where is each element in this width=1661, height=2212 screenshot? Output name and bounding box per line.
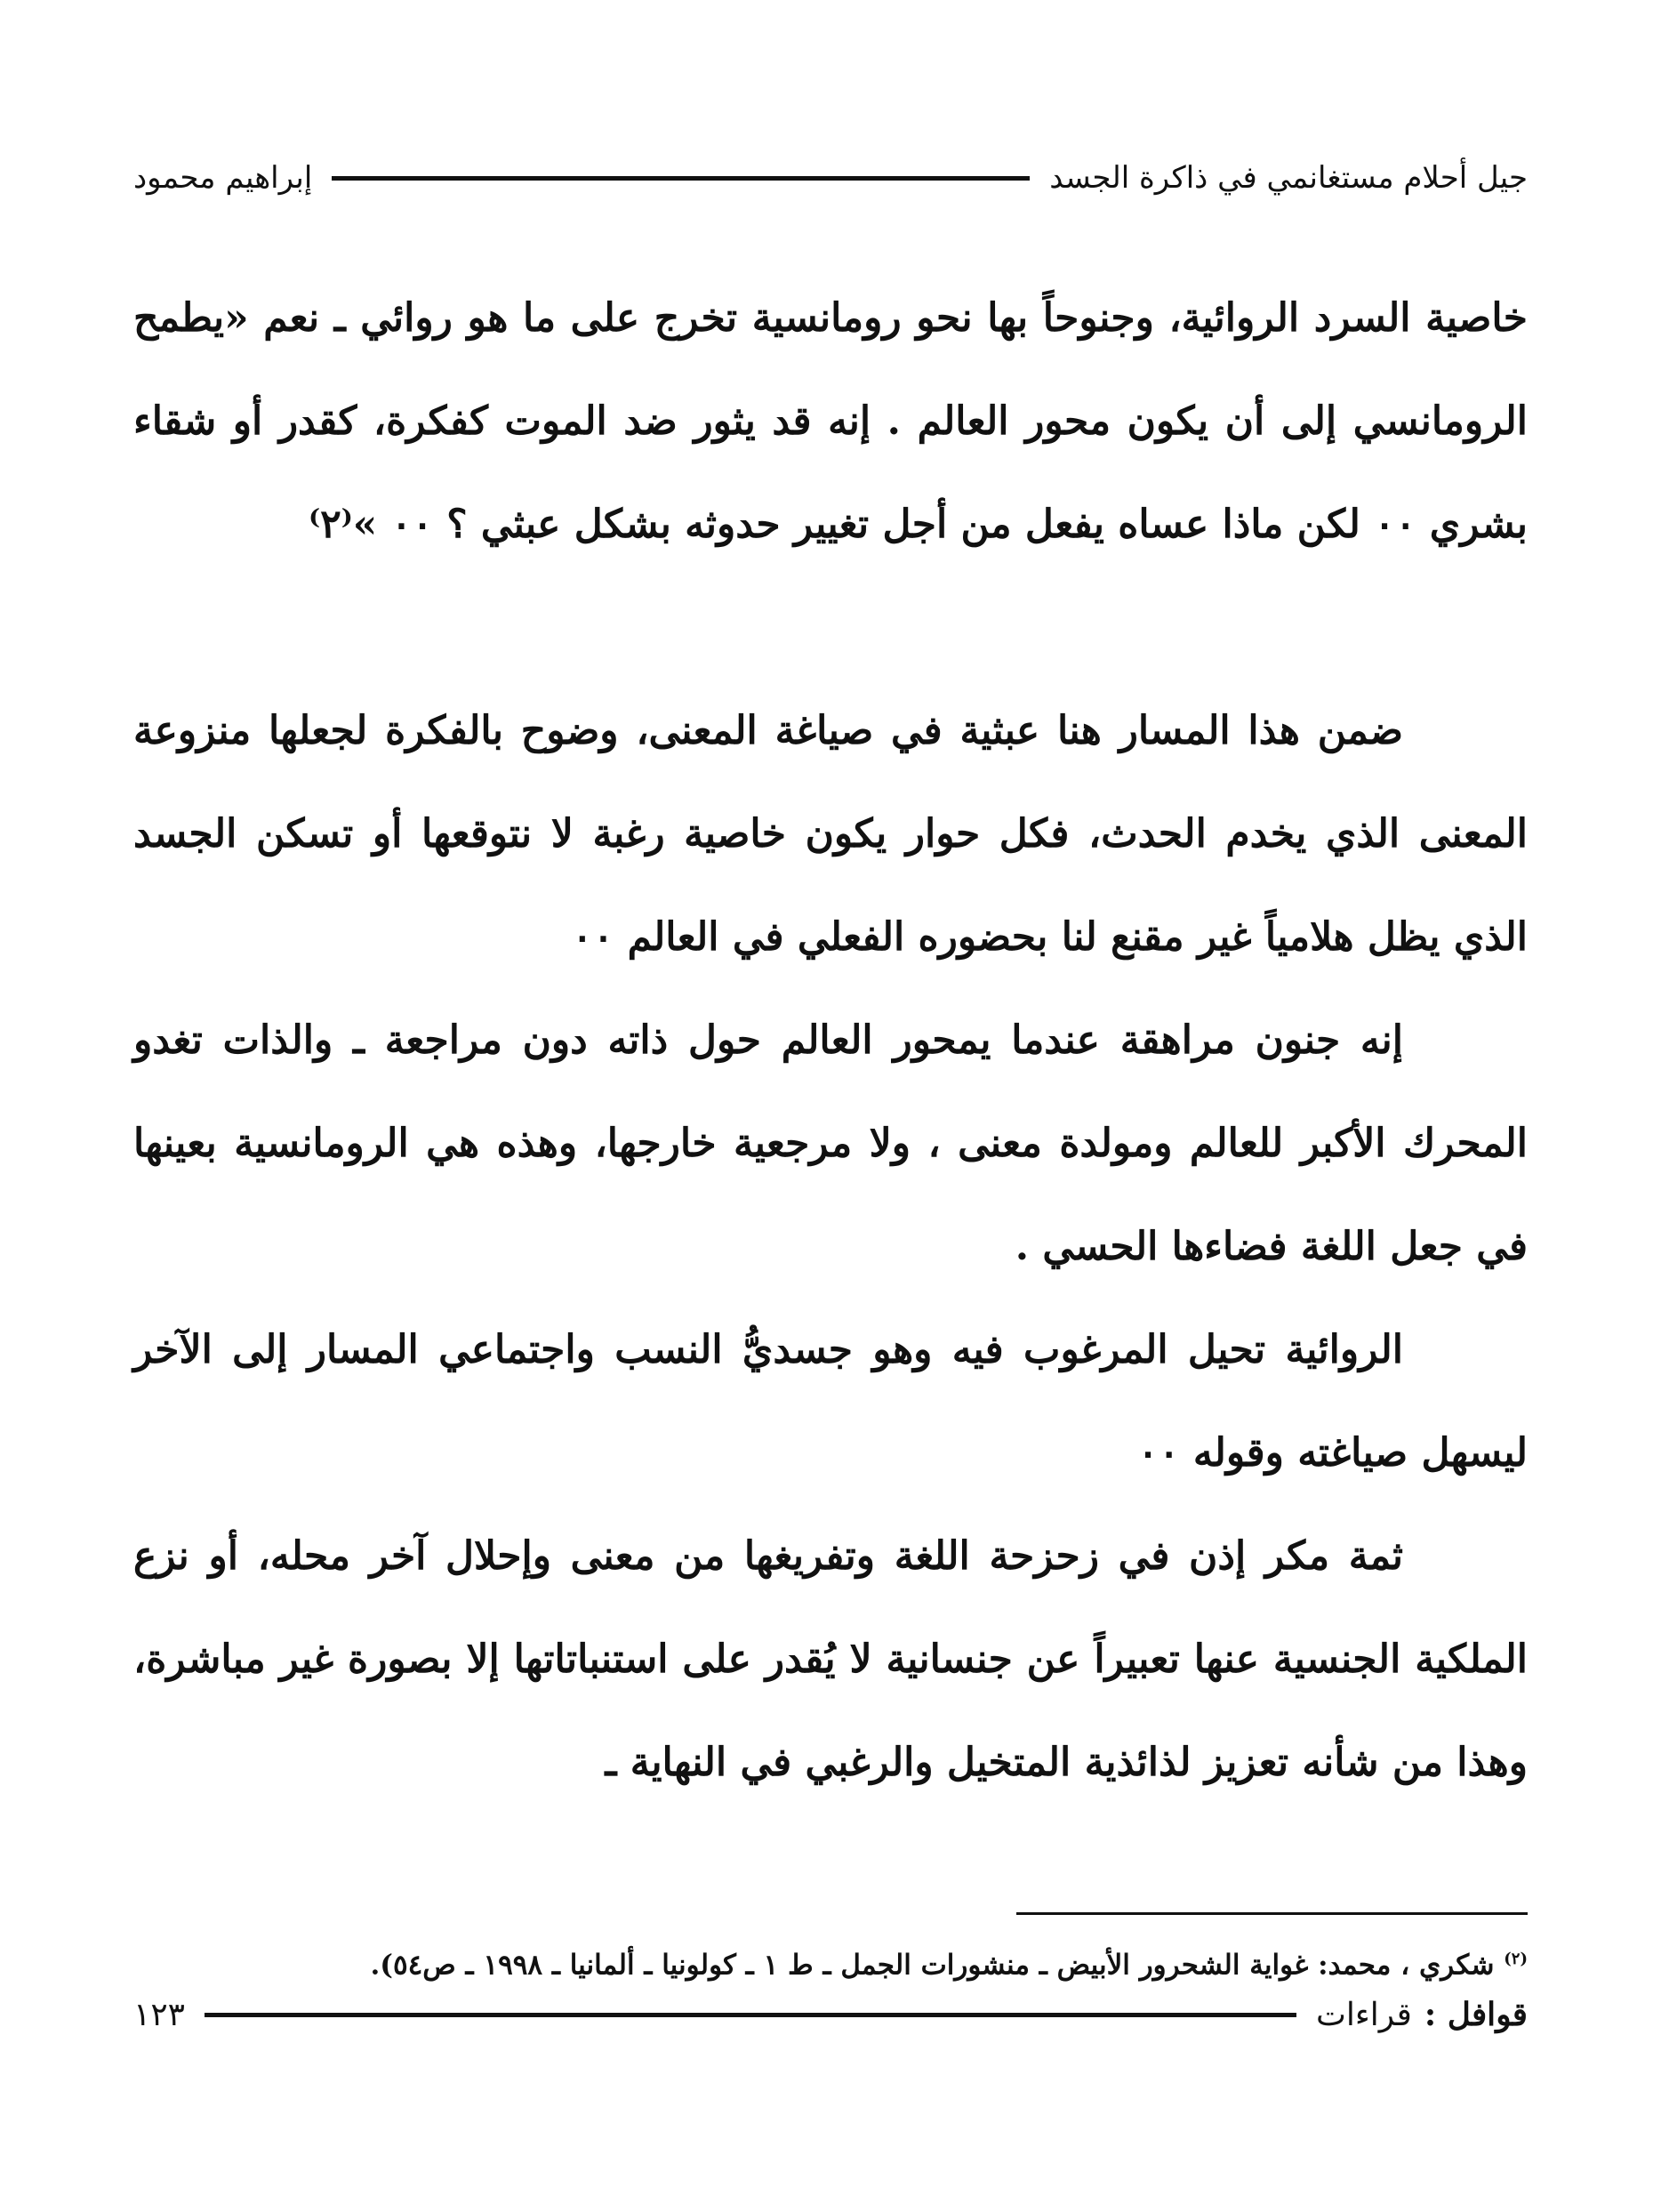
paragraph-5: ثمة مكر إذن في زحزحة اللغة وتفريغها من معنى وإحلال آخر محله، أو نزع الملكية الجنسية عنها تعبيراً عن جنسانية لا يُقدر على استنباتاتها إلا بصورة غير مباشرة، وهذا من شأنه تعزيز لذائذية المتخيل والرغبي في النهاية ـ	[133, 1533, 1528, 1785]
paragraph-1: خاصية السرد الروائية، وجنوحاً بها نحو رومانسية تخرج على ما هو روائي ـ نعم «يطمح الرومانسي إلى أن يكون محور العالم . إنه قد يثور ضد الموت كفكرة، كقدر أو شقاء بشري ٠٠ لكن ماذا عساه يفعل من أجل تغيير حدوثه بشكل عبثي ؟ ٠٠ »⁽٢⁾	[133, 295, 1529, 547]
footnote-marker: (٢)	[1504, 1950, 1528, 1968]
body-text	[133, 267, 1528, 1814]
paragraph-4: الروائية تحيل المرغوب فيه وهو جسديُّ النسب واجتماعي المسار إلى الآخر ليسهل صياغته وقوله ٠٠	[133, 1327, 1528, 1476]
running-header	[133, 151, 1528, 205]
footer-section: قراءات	[1315, 1996, 1412, 2033]
footer-rule	[205, 2013, 1296, 2017]
header-rule	[332, 176, 1030, 181]
footer-journal: قوافل :	[1424, 1996, 1528, 2033]
header-author: إبراهيم محمود	[133, 160, 313, 196]
footnote-text: شكري ، محمد: غواية الشحرور الأبيض ـ منشورات الجمل ـ ط ١ ـ كولونيا ـ ألمانيا ـ ١٩٩٨ ـ ص٥٤).	[370, 1949, 1495, 1982]
page-number: ١٢٣	[133, 1996, 186, 2033]
header-title: جيل أحلام مستغانمي في ذاكرة الجسد	[1049, 160, 1528, 196]
paragraph-3: إنه جنون مراهقة عندما يمحور العالم حول ذاته دون مراجعة ـ والذات تغدو المحرك الأكبر للعالم ومولدة معنى ، ولا مرجعية خارجها، وهذه هي الرومانسية بعينها في جعل اللغة فضاءها الحسي .	[133, 1018, 1528, 1269]
running-footer	[133, 1983, 1528, 2046]
footnote	[133, 1937, 1528, 1987]
paragraph-2: ضمن هذا المسار هنا عبثية في صياغة المعنى، وضوح بالفكرة لجعلها منزوعة المعنى الذي يخدم الحدث، فكل حوار يكون خاصية رغبة لا نتوقعها أو تسكن الجسد الذي يظل هلامياً غير مقنع لنا بحضوره الفعلي في العالم ٠٠	[133, 708, 1528, 960]
footnote-rule	[1016, 1912, 1528, 1915]
